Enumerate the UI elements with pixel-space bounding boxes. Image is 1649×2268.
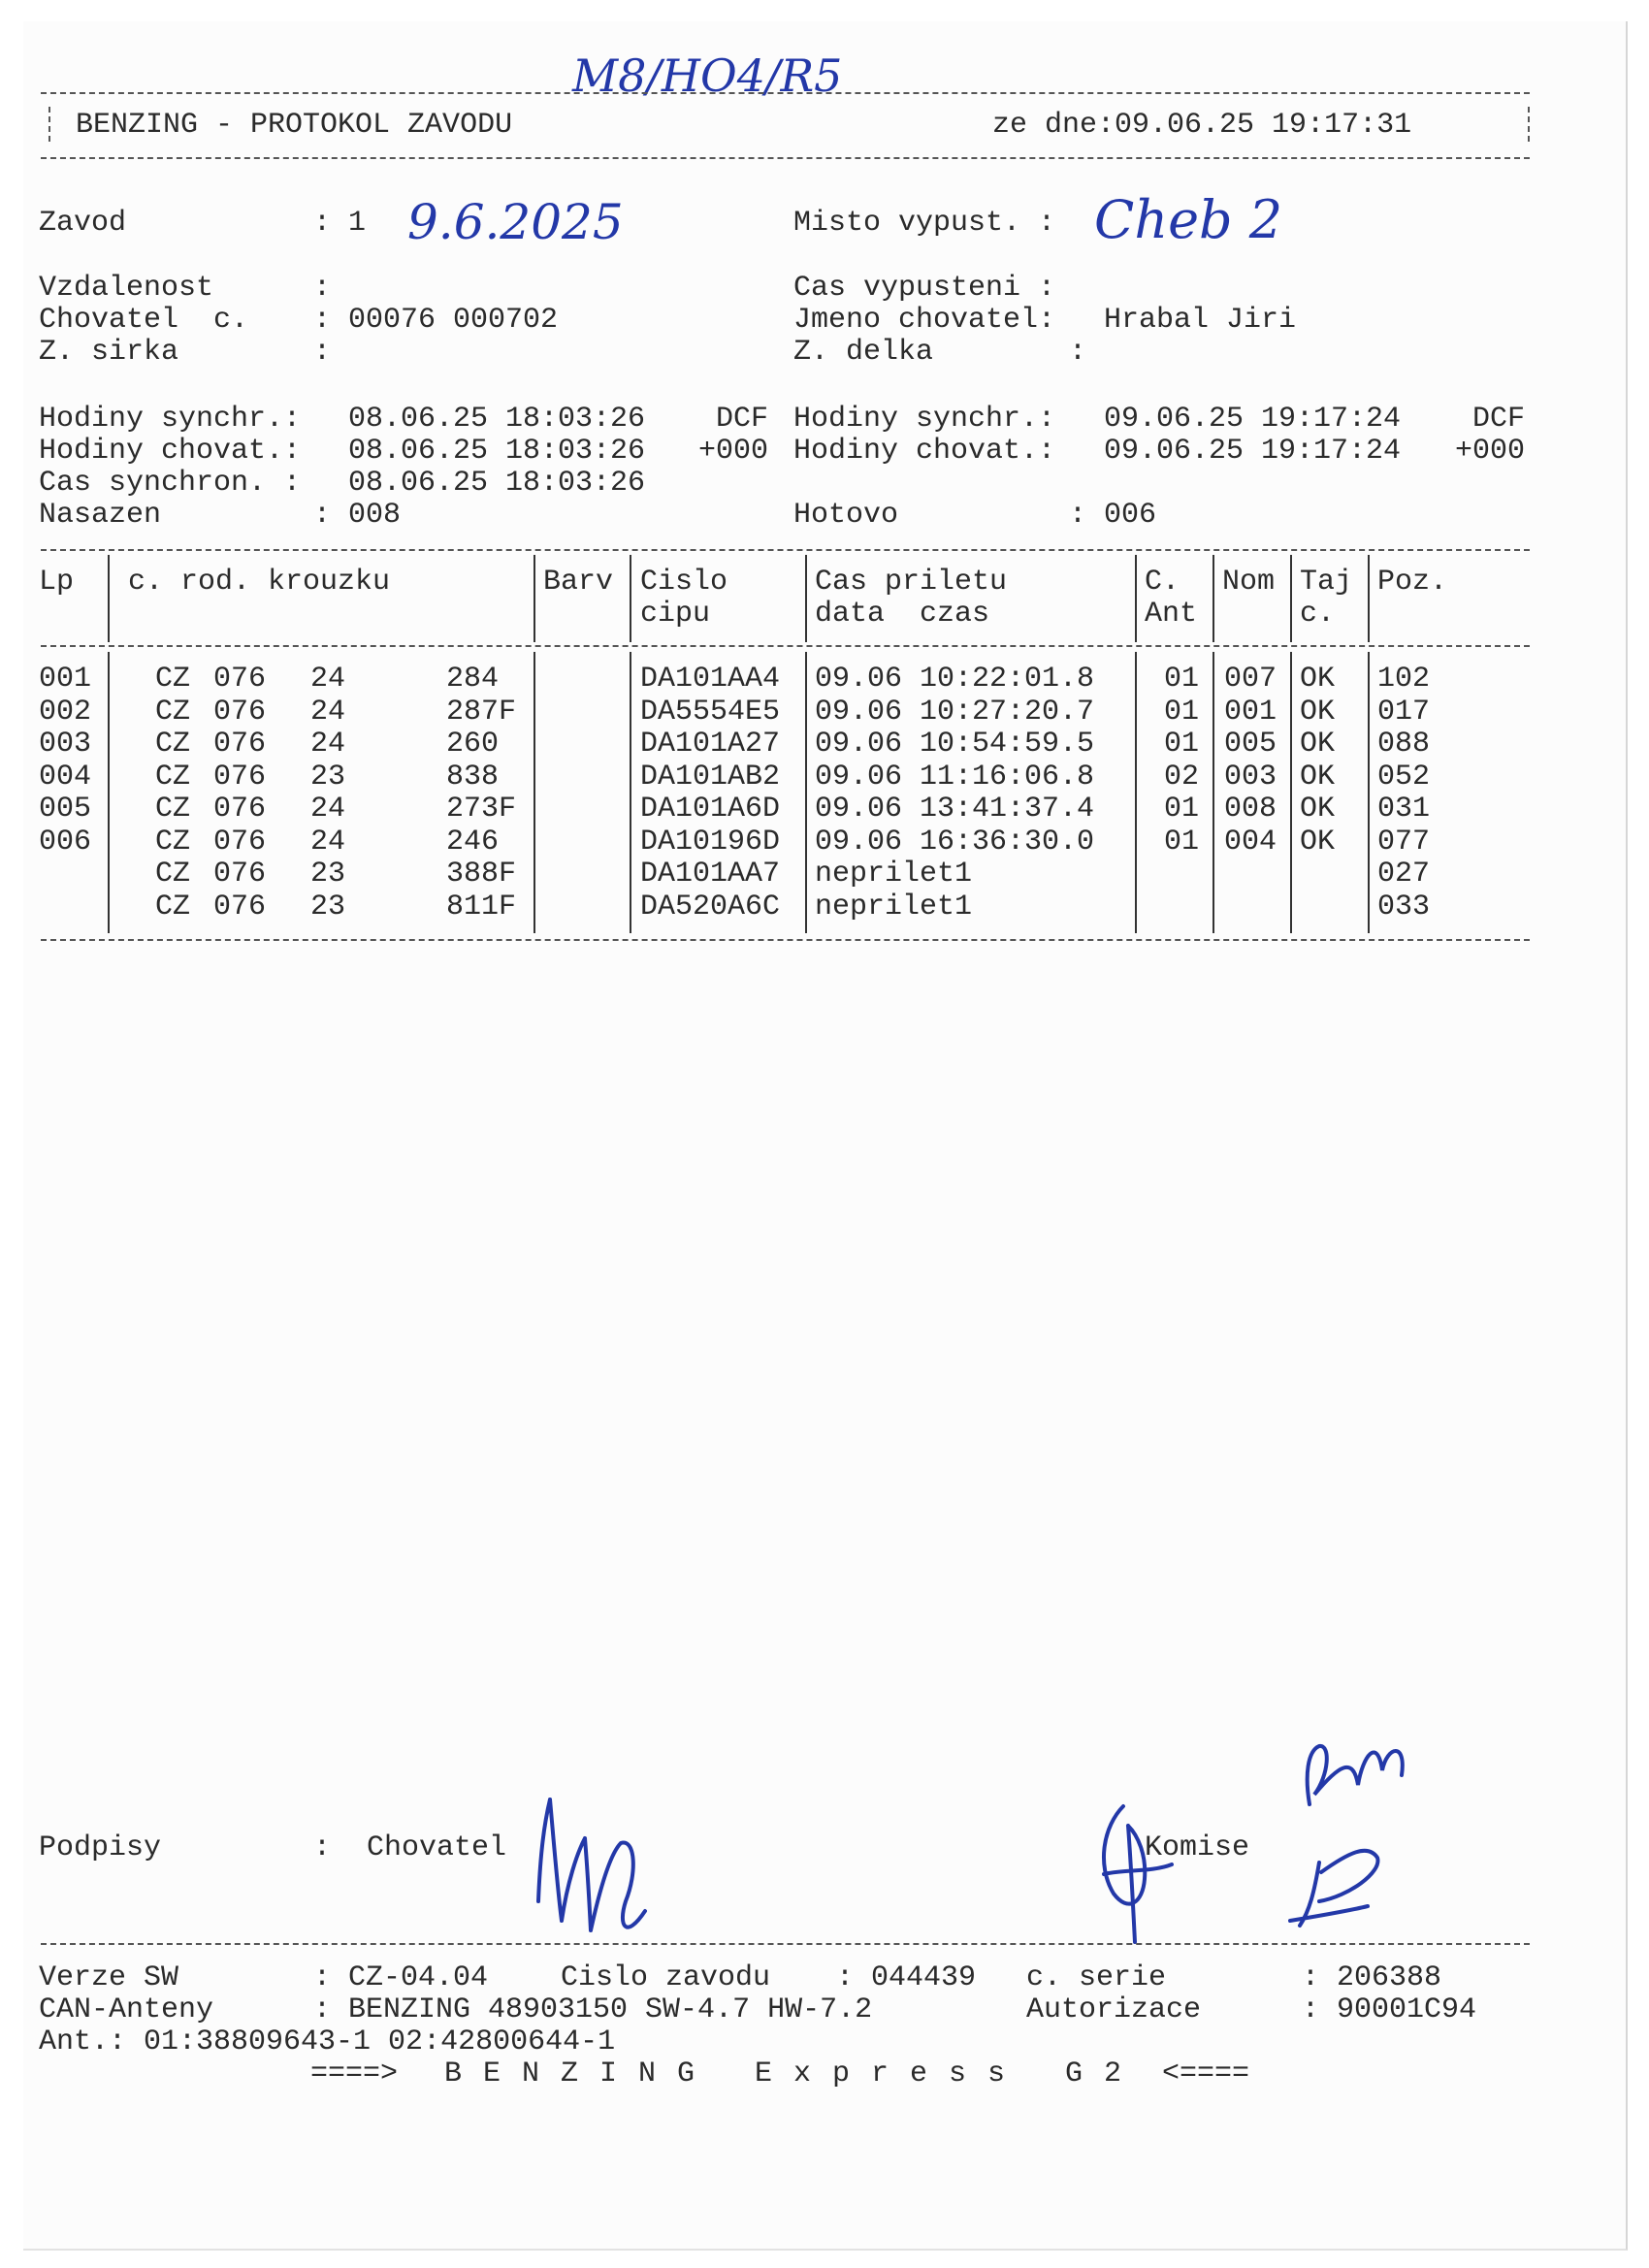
can-label: CAN-Anteny [39, 1993, 214, 2026]
row-chip: DA101AA7 [640, 858, 781, 891]
header-top-rule [41, 92, 1530, 94]
row-ring: 838 [446, 760, 500, 794]
sync-left-2-suffix: +000 [698, 435, 769, 468]
row-ant: 01 [1164, 825, 1200, 859]
can-colon: : [313, 1993, 332, 2026]
col-header-c: C. [1145, 566, 1180, 599]
chovatel-value: 00076 000702 [348, 304, 559, 337]
row-chip: DA520A6C [640, 890, 781, 923]
sirka-label: Z. sirka [39, 336, 179, 369]
row-cz: CZ [155, 663, 191, 696]
autorizace-colon: : [1302, 1993, 1320, 2026]
row-chip: DA101AA4 [640, 663, 781, 696]
col-header-cislo: Cislo [640, 566, 728, 599]
serie-value: 206388 [1337, 1961, 1442, 1994]
row-time: 09.06 10:27:20.7 [815, 695, 1095, 729]
row-ant: 01 [1164, 695, 1200, 729]
row-poz: 102 [1377, 663, 1431, 696]
row-chip: DA5554E5 [640, 695, 781, 729]
col-sep-nom-body [1290, 652, 1292, 933]
row-time: 09.06 16:36:30.0 [815, 825, 1095, 859]
chovatel-label: Chovatel c. [39, 304, 249, 337]
verze-colon: : [313, 1961, 332, 1994]
row-cz: CZ [155, 793, 191, 826]
table-header-rule [41, 645, 1530, 647]
col-sep-cislo-body [805, 652, 807, 933]
col-sep-cislo [805, 555, 807, 642]
misto-label: Misto vypust. : [793, 207, 1056, 240]
row-nom: 001 [1224, 695, 1277, 729]
row-poz: 017 [1377, 695, 1431, 729]
row-ring: 260 [446, 728, 500, 761]
handwritten-release-place [1094, 179, 1346, 257]
serie-colon: : [1302, 1961, 1320, 1994]
col-header-barv: Barv [543, 566, 614, 599]
can-value: BENZING 48903150 SW-4.7 HW-7.2 [348, 1993, 873, 2026]
row-taj: OK [1300, 663, 1336, 696]
hotovo-value: 006 [1104, 499, 1157, 532]
row-lp: 001 [39, 663, 92, 696]
header-left-rule [48, 107, 50, 142]
svg-text:9.6.2025: 9.6.2025 [407, 194, 624, 250]
row-poz: 031 [1377, 793, 1431, 826]
col-header-taj-c: c. [1300, 598, 1336, 631]
row-ant: 01 [1164, 793, 1200, 826]
sync-left-2-label: Hodiny chovat.: [39, 435, 302, 468]
nasazen-value: 008 [348, 499, 402, 532]
row-time: 09.06 10:54:59.5 [815, 728, 1095, 761]
row-year: 24 [310, 825, 346, 859]
row-time: neprilet1 [815, 858, 973, 891]
row-code: 076 [213, 793, 267, 826]
row-chip: DA101A6D [640, 793, 781, 826]
row-cz: CZ [155, 890, 191, 923]
antenna-line: Ant.: 01:38809643-1 02:42800644-1 [39, 2025, 616, 2058]
row-lp: 002 [39, 695, 92, 729]
sync-left-1-label: Hodiny synchr.: [39, 403, 302, 436]
col-sep-cas [1135, 555, 1137, 642]
col-header-data-czas: data czas [815, 598, 990, 631]
row-nom: 008 [1224, 793, 1277, 826]
sync-right-2-value: 09.06.25 19:17:24 [1104, 435, 1402, 468]
header-right-rule [1528, 107, 1530, 142]
podpisy-label: Podpisy [39, 1831, 162, 1864]
cislo-zavodu-value: 044439 [871, 1961, 977, 1994]
row-year: 24 [310, 728, 346, 761]
verze-label: Verze SW [39, 1961, 179, 1994]
zavod-label: Zavod [39, 207, 127, 240]
row-lp: 005 [39, 793, 92, 826]
row-taj: OK [1300, 728, 1336, 761]
row-nom: 007 [1224, 663, 1277, 696]
row-time: neprilet1 [815, 890, 973, 923]
serie-label: c. serie [1026, 1961, 1167, 1994]
col-sep-nom [1290, 555, 1292, 642]
chovatel-colon: : [313, 304, 332, 337]
row-code: 076 [213, 890, 267, 923]
svg-text:Cheb 2: Cheb 2 [1094, 189, 1283, 250]
col-header-taj: Taj [1300, 566, 1353, 599]
cislo-zavodu-colon: : [836, 1961, 855, 1994]
row-taj: OK [1300, 825, 1336, 859]
cas-vypusteni-label: Cas vypusteni : [793, 272, 1056, 305]
row-ring: 811F [446, 890, 517, 923]
header-bottom-rule [41, 157, 1530, 159]
row-chip: DA101A27 [640, 728, 781, 761]
row-year: 24 [310, 663, 346, 696]
komise-signature-2 [1261, 1727, 1436, 1950]
komise-signature-1 [1084, 1787, 1191, 1952]
row-nom: 004 [1224, 825, 1277, 859]
row-time: 09.06 13:41:37.4 [815, 793, 1095, 826]
row-code: 076 [213, 858, 267, 891]
col-header-poz: Poz. [1377, 566, 1448, 599]
handwritten-race-date [407, 182, 660, 260]
delka-colon: : [1069, 336, 1087, 369]
row-taj: OK [1300, 760, 1336, 794]
podpisy-colon: : [313, 1831, 332, 1864]
row-cz: CZ [155, 825, 191, 859]
col-header-ant: Ant [1145, 598, 1198, 631]
row-code: 076 [213, 728, 267, 761]
report-date [992, 109, 1411, 142]
row-lp: 003 [39, 728, 92, 761]
col-sep-taj-body [1368, 652, 1370, 933]
footer-rule [41, 1943, 1530, 1945]
report-date-value: 09.06.25 19:17:31 [1115, 109, 1412, 142]
row-lp: 006 [39, 825, 92, 859]
row-code: 076 [213, 695, 267, 729]
zavod-colon: : [313, 207, 332, 240]
col-sep-ant-body [1212, 652, 1214, 933]
row-code: 076 [213, 663, 267, 696]
sync-right-2-label: Hodiny chovat.: [793, 435, 1056, 468]
col-sep-krouzek-body [534, 652, 535, 933]
zavod-value: 1 [348, 207, 367, 240]
col-sep-ant [1212, 555, 1214, 642]
row-ring: 284 [446, 663, 500, 696]
vzdalenost-colon: : [313, 272, 332, 305]
row-poz: 052 [1377, 760, 1431, 794]
row-year: 23 [310, 760, 346, 794]
row-nom: 003 [1224, 760, 1277, 794]
sync-left-3-label: Cas synchron. : [39, 467, 302, 500]
brand-arrow-left: ====> [310, 2057, 399, 2090]
row-cz: CZ [155, 760, 191, 794]
row-code: 076 [213, 760, 267, 794]
table-top-rule [41, 549, 1530, 551]
row-chip: DA101AB2 [640, 760, 781, 794]
autorizace-value: 90001C94 [1337, 1993, 1477, 2026]
nasazen-colon: : [313, 499, 332, 532]
report-date-label: ze dne: [992, 109, 1116, 142]
chovatel-signature [529, 1785, 684, 1950]
row-ant: 02 [1164, 760, 1200, 794]
col-header-nom: Nom [1222, 566, 1276, 599]
row-year: 24 [310, 793, 346, 826]
col-header-lp: Lp [39, 566, 75, 599]
row-ant: 01 [1164, 663, 1200, 696]
row-poz: 027 [1377, 858, 1431, 891]
jmeno-label: Jmeno chovatel: [793, 304, 1056, 337]
row-poz: 033 [1377, 890, 1431, 923]
row-ring: 388F [446, 858, 517, 891]
row-ring: 287F [446, 695, 517, 729]
row-time: 09.06 11:16:06.8 [815, 760, 1095, 794]
col-sep-krouzek [534, 555, 535, 642]
row-poz: 077 [1377, 825, 1431, 859]
col-sep-taj [1368, 555, 1370, 642]
report-title: BENZING - PROTOKOL ZAVODU [76, 109, 513, 142]
vzdalenost-label: Vzdalenost [39, 272, 214, 305]
sync-right-1-suffix: DCF [1472, 403, 1526, 436]
row-poz: 088 [1377, 728, 1431, 761]
sync-left-1-suffix: DCF [716, 403, 769, 436]
delka-label: Z. delka [793, 336, 934, 369]
handwritten-reference [572, 41, 902, 109]
col-header-cipu: cipu [640, 598, 711, 631]
brand-line: BENZING Express G2 [444, 2057, 1144, 2090]
col-sep-lp-body [108, 652, 110, 933]
row-ring: 273F [446, 793, 517, 826]
komise-signature-label: Komise [1145, 1831, 1250, 1864]
col-sep-barv-body [630, 652, 631, 933]
cislo-zavodu-label: Cislo zavodu [561, 1961, 771, 1994]
col-header-cas: Cas priletu [815, 566, 1008, 599]
sync-left-1-value: 08.06.25 18:03:26 [348, 403, 646, 436]
row-ant: 01 [1164, 728, 1200, 761]
col-sep-cas-body [1135, 652, 1137, 933]
chovatel-signature-label: Chovatel [367, 1831, 507, 1864]
sync-right-2-suffix: +000 [1455, 435, 1526, 468]
autorizace-label: Autorizace [1026, 1993, 1202, 2026]
table-bottom-rule [41, 939, 1530, 941]
row-year: 24 [310, 695, 346, 729]
row-taj: OK [1300, 793, 1336, 826]
jmeno-value: Hrabal Jiri [1104, 304, 1297, 337]
hotovo-label: Hotovo [793, 499, 899, 532]
col-sep-barv [630, 555, 631, 642]
row-nom: 005 [1224, 728, 1277, 761]
col-header-krouzek: c. rod. krouzku [128, 566, 391, 599]
brand-arrow-right: <==== [1162, 2057, 1250, 2090]
row-ring: 246 [446, 825, 500, 859]
hotovo-colon: : [1069, 499, 1087, 532]
sync-right-1-value: 09.06.25 19:17:24 [1104, 403, 1402, 436]
col-sep-lp [108, 555, 110, 642]
row-taj: OK [1300, 695, 1336, 729]
row-lp: 004 [39, 760, 92, 794]
row-chip: DA10196D [640, 825, 781, 859]
row-cz: CZ [155, 858, 191, 891]
sync-left-3-value: 08.06.25 18:03:26 [348, 467, 646, 500]
sirka-colon: : [313, 336, 332, 369]
svg-text:M8/HO4/R5: M8/HO4/R5 [572, 49, 843, 102]
row-code: 076 [213, 825, 267, 859]
row-cz: CZ [155, 695, 191, 729]
sync-left-2-value: 08.06.25 18:03:26 [348, 435, 646, 468]
sync-right-1-label: Hodiny synchr.: [793, 403, 1056, 436]
verze-value: CZ-04.04 [348, 1961, 489, 1994]
row-year: 23 [310, 858, 346, 891]
nasazen-label: Nasazen [39, 499, 162, 532]
row-time: 09.06 10:22:01.8 [815, 663, 1095, 696]
row-cz: CZ [155, 728, 191, 761]
row-year: 23 [310, 890, 346, 923]
